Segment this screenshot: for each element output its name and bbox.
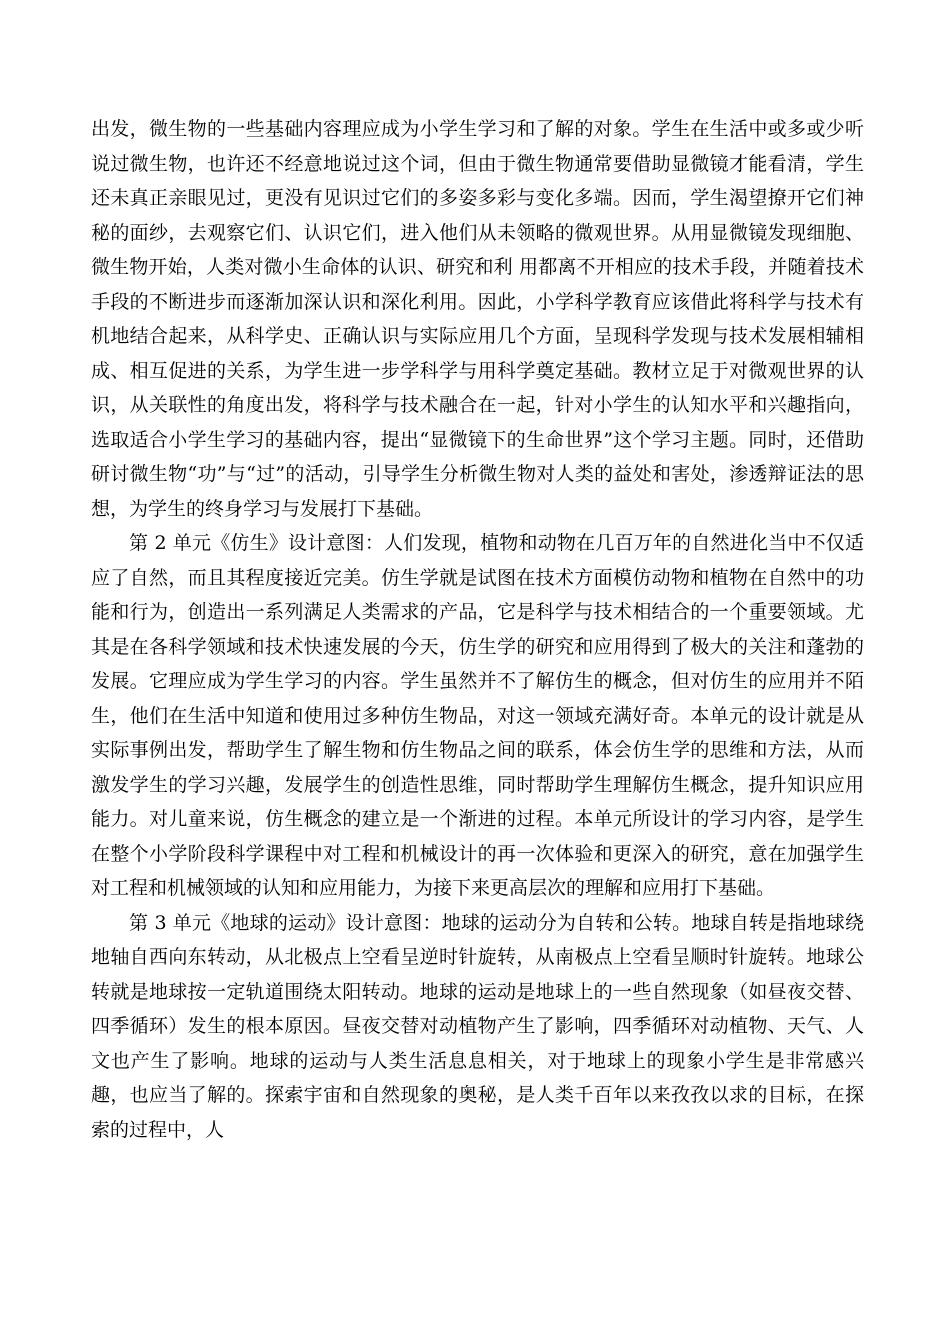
paragraph-continued-microbes: 出发，微生物的一些基础内容理应成为小学生学习和了解的对象。学生在生活中或多或少听说过微生物，也许还不经意地说过这个词，但由于微生物通常要借助显微镜才能看清，学生还未真正亲眼见过，更没有见识过它们的多姿多彩与变化多端。因而，学生渴望撩开它们神秘的面纱，去观察它们、认识它们，进入他们从未领略的微观世界。从用显微镜发现细胞、微生物开始，人类对微小生命体的认识、研究和利 用都离不开相应的技术手段，并随着技术手段的不断进步而逐渐加深认识和深化利用。因此，小学科学教育应该借此将科学与技术有机地结合起来，从科学史、正确认识与实际应用几个方面，呈现科学发现与技术发展相辅相成、相互促进的关系，为学生进一步学科学与用科学奠定基础。教材立足于对微观世界的认识，从关联性的角度出发，将科学与技术融合在一起，针对小学生的认知水平和兴趣指向，选取适合小学生学习的基础内容，提出“显微镜下的生命世界”这个学习主题。同时，还借助研讨微生物“功”与“过”的活动，引导学生分析微生物对人类的益处和害处，渗透辩证法的思想，为学生的终身学习与发展打下基础。 — [91, 118, 864, 520]
document-page — [91, 112, 864, 1147]
paragraph-unit-3-earth-motion: 第 3 单元《地球的运动》设计意图：地球的运动分为自转和公转。地球自转是指地球绕地轴自西向东转动，从北极点上空看呈逆时针旋转，从南极点上空看呈顺时针旋转。地球公转就是地球按一定轨道围绕太阳转动。地球的运动是地球上的一些自然现象（如昼夜交替、四季循环）发生的根本原因。昼夜交替对动植物产生了影响，四季循环对动植物、天气、人文也产生了影响。地球的运动与人类生活息息相关，对于地球上的现象小学生是非常感兴趣，也应当了解的。探索宇宙和自然现象的奥秘，是人类千百年以来孜孜以求的目标，在探索的过程中，人 — [91, 911, 864, 1141]
paragraph-unit-2-bionics: 第 2 单元《仿生》设计意图：人们发现，植物和动物在几百万年的自然进化当中不仅适应了自然，而且其程度接近完美。仿生学就是试图在技术方面模仿动物和植物在自然中的功能和行为，创造出一系列满足人类需求的产品，它是科学与技术相结合的一个重要领域。尤其是在各科学领域和技术快速发展的今天，仿生学的研究和应用得到了极大的关注和蓬勃的发展。它理应成为学生学习的内容。学生虽然并不了解仿生的概念，但对仿生的应用并不陌生，他们在生活中知道和使用过多种仿生物品，对这一领域充满好奇。本单元的设计就是从实际事例出发，帮助学生了解生物和仿生物品之间的联系，体会仿生学的思维和方法，从而激发学生的学习兴趣，发展学生的创造性思维，同时帮助学生理解仿生概念，提升知识应用能力。对儿童来说，仿生概念的建立是一个渐进的过程。本单元所设计的学习内容，是学生在整个小学阶段科学课程中对工程和机械设计的再一次体验和更深入的研究，意在加强学生对工程和机械领域的认知和应用能力，为接下来更高层次的理解和应用打下基础。 — [91, 532, 864, 899]
